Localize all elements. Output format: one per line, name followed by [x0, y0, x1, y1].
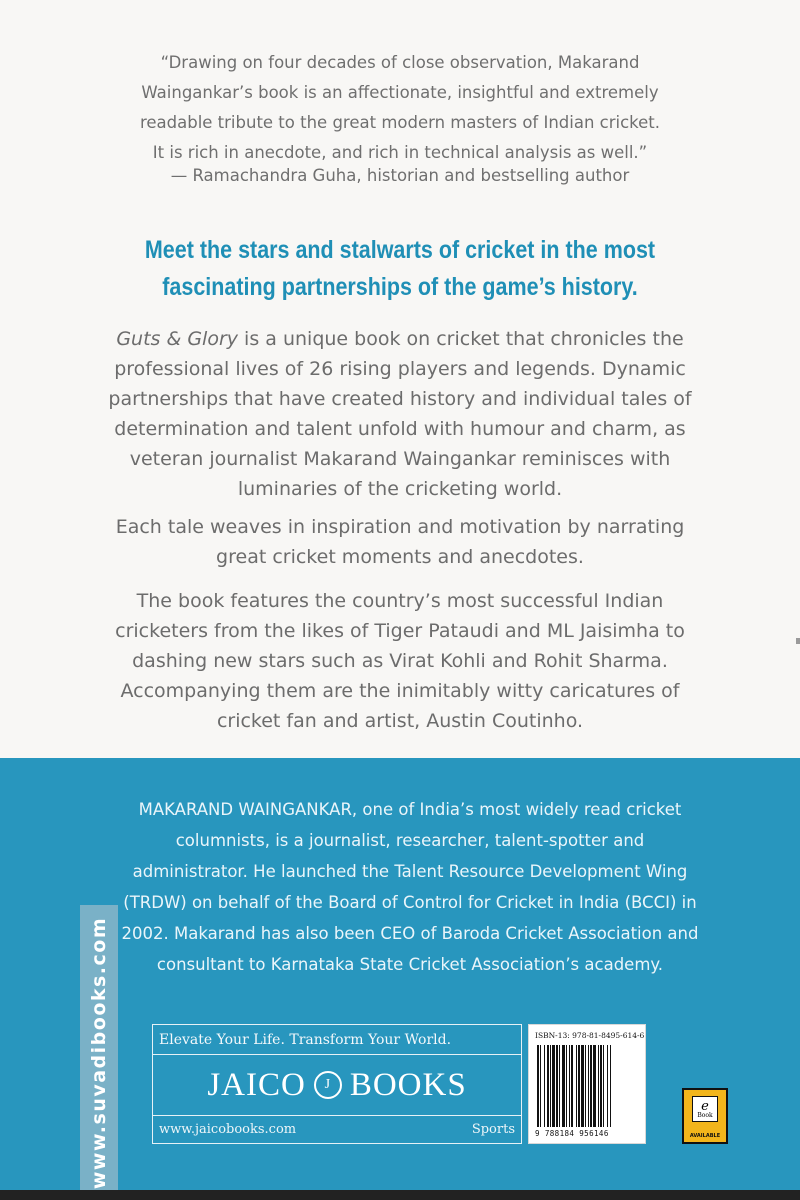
- watermark-text: www.suvadibooks.com: [88, 916, 110, 1189]
- barcode-bar: [593, 1045, 596, 1127]
- book-blurb: [60, 324, 740, 504]
- barcode-bar: [581, 1045, 584, 1127]
- blurb-text: is a unique book on cricket that chronicles the: [238, 328, 684, 350]
- features-paragraph: [60, 586, 740, 736]
- barcode-bar: [598, 1045, 599, 1127]
- site-watermark: [80, 905, 118, 1200]
- features-line: Accompanying them are the inimitably witty caricatures of: [120, 680, 680, 702]
- jaico-emblem-icon: J: [314, 1071, 342, 1099]
- publisher-footer: [153, 1115, 521, 1145]
- barcode-bar: [576, 1045, 577, 1127]
- ebook-word: Book: [697, 1111, 713, 1119]
- barcode-bar: [540, 1045, 541, 1127]
- barcode-bar: [578, 1045, 580, 1127]
- book-title: Guts & Glory: [116, 328, 239, 350]
- headline-line: fascinating partnerships of the game’s history.: [162, 273, 638, 301]
- barcode-bar: [559, 1045, 560, 1127]
- blurb-line: partnerships that have created history and individual tales of: [108, 388, 692, 410]
- features-line: cricket fan and artist, Austin Coutinho.: [216, 710, 584, 732]
- quote-line: Waingankar’s book is an affectionate, insightful and extremely: [141, 83, 659, 102]
- publisher-logo: [153, 1055, 521, 1115]
- brand-right: BOOKS: [349, 1066, 467, 1103]
- author-bio: [60, 794, 760, 980]
- endorsement-quote: [110, 48, 690, 168]
- barcode-bar: [537, 1045, 539, 1127]
- ebook-icon: [692, 1096, 718, 1122]
- brand-left: JAICO: [207, 1066, 306, 1103]
- barcode-bar: [569, 1045, 570, 1127]
- bio-line: administrator. He launched the Talent Resource Development Wing: [132, 862, 688, 881]
- barcode-bar: [610, 1045, 611, 1127]
- quote-line: readable tribute to the great modern masters of Indian cricket.: [139, 113, 661, 132]
- isbn-number: 9 788184 956146: [535, 1129, 609, 1138]
- headline: [108, 232, 693, 306]
- barcode-bar: [600, 1045, 602, 1127]
- quote-attribution: — Ramachandra Guha, historian and bestselling author: [170, 166, 630, 185]
- barcode-bar: [552, 1045, 555, 1127]
- isbn-barcode-box: [528, 1024, 646, 1144]
- barcode-bar: [585, 1045, 586, 1127]
- headline-line: Meet the stars and stalwarts of cricket in the most: [144, 236, 656, 264]
- publisher-panel: [152, 1024, 522, 1144]
- publisher-url: www.jaicobooks.com: [159, 1122, 297, 1137]
- edge-mark: [796, 638, 800, 644]
- genre-label: Sports: [471, 1122, 515, 1137]
- tale-paragraph: [60, 512, 740, 572]
- bio-line: consultant to Karnataka State Cricket Association’s academy.: [156, 955, 664, 974]
- barcode-bar: [550, 1045, 551, 1127]
- quote-line: It is rich in anecdote, and rich in technical analysis as well.”: [152, 143, 648, 162]
- ebook-available-badge: [682, 1088, 728, 1144]
- barcode-bar: [547, 1045, 549, 1127]
- blurb-line: determination and talent unfold with humour and charm, as: [114, 418, 686, 440]
- blurb-line: luminaries of the cricketing world.: [237, 478, 563, 500]
- barcode-bar: [566, 1045, 567, 1127]
- bio-line: 2002. Makarand has also been CEO of Baroda Cricket Association and: [121, 924, 699, 943]
- barcode-bar: [588, 1045, 589, 1127]
- features-line: The book features the country’s most successful Indian: [136, 590, 664, 612]
- bottom-edge: [0, 1190, 800, 1200]
- isbn-label: ISBN-13: 978-81-8495-614-6: [535, 1031, 645, 1040]
- features-line: cricketers from the likes of Tiger Pataudi and ML Jaisimha to: [115, 620, 685, 642]
- ebook-letter: e: [701, 1098, 709, 1114]
- blurb-line: [60, 324, 740, 354]
- barcode-bar: [603, 1045, 604, 1127]
- barcode-bar: [556, 1045, 558, 1127]
- ebook-available-label: AVAILABLE: [689, 1133, 721, 1139]
- blurb-line: professional lives of 26 rising players and legends. Dynamic: [114, 358, 686, 380]
- barcode-bar: [562, 1045, 565, 1127]
- barcode-icon: [537, 1045, 639, 1127]
- features-line: dashing new stars such as Virat Kohli and Rohit Sharma.: [132, 650, 668, 672]
- barcode-bar: [607, 1045, 608, 1127]
- tale-line: great cricket moments and anecdotes.: [216, 546, 584, 568]
- bio-line: columnists, is a journalist, researcher, talent-spotter and: [175, 831, 645, 850]
- quote-line: “Drawing on four decades of close observation, Makarand: [160, 53, 640, 72]
- barcode-bar: [544, 1045, 545, 1127]
- publisher-tagline: Elevate Your Life. Transform Your World.: [153, 1025, 521, 1055]
- barcode-bar: [590, 1045, 592, 1127]
- bio-line: MAKARAND WAINGANKAR, one of India’s most widely read cricket: [138, 800, 682, 819]
- barcode-bar: [571, 1045, 573, 1127]
- tale-line: Each tale weaves in inspiration and motivation by narrating: [115, 516, 685, 538]
- blurb-line: veteran journalist Makarand Waingankar reminisces with: [129, 448, 671, 470]
- bio-line: (TRDW) on behalf of the Board of Control for Cricket in India (BCCI) in: [123, 893, 697, 912]
